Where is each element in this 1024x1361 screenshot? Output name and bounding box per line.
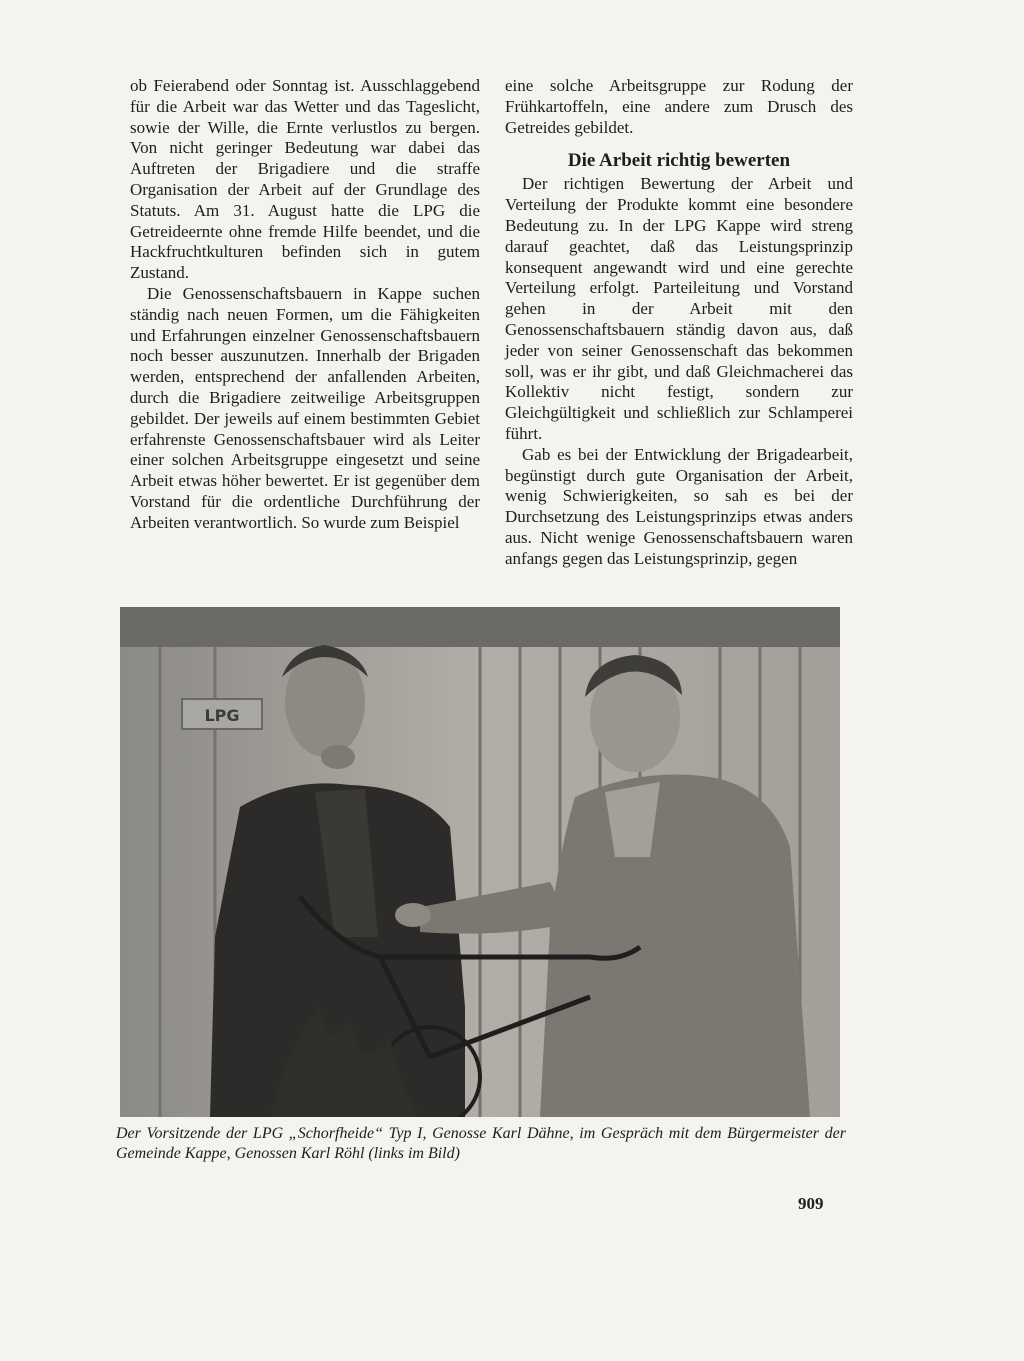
right-column xyxy=(505,76,853,570)
section-heading: Die Arbeit richtig bewerten xyxy=(567,150,791,172)
photo-caption: Der Vorsitzende der LPG „Schorfheide“ Typ I, Genosse Karl Dähne, im Gespräch mit dem Bürgermeister der Gemeinde Kappe, Genossen Karl Röhl (links im Bild) xyxy=(116,1125,846,1162)
right-paragraph-1: Der richtigen Bewertung der Arbeit und Verteilung der Produkte kommt eine besondere Bedeutung zu. In der LPG Kappe wird streng darauf geachtet, daß das Leistungsprinzip konsequent angewandt wird und eine gerechte Verteilung erfolgt. Parteileitung und Vorstand gehen in der Arbeit mit den Genossenschaftsbauern ständig davon aus, daß jeder von seiner Genossenschaft das bekommen soll, was er ihr gibt, und daß Gleichmacherei das Kollektiv nicht festigt, sondern zur Gleichgültigkeit und schließlich zur Schlamperei führt. xyxy=(505,174,853,443)
left-paragraph-1: ob Feierabend oder Sonntag ist. Ausschlaggebend für die Arbeit war das Wetter und das Tageslicht, sowie der Wille, die Ernte verlustlos zu bergen. Von nicht geringer Bedeutung war dabei das Auftreten der Brigadiere und die straffe Organisation der Arbeit auf der Grundlage des Statuts. Am 31. August hatte die LPG die Getreideernte ohne fremde Hilfe beendet, und die Hackfruchtkulturen befinden sich in gutem Zustand. xyxy=(130,76,480,283)
photo-illustration xyxy=(120,607,840,1117)
page-number: 909 xyxy=(798,1194,824,1213)
right-intro-paragraph: eine solche Arbeitsgruppe zur Rodung der Frühkartoffeln, eine andere zum Drusch des Getreides gebildet. xyxy=(505,76,853,137)
left-paragraph-2: Die Genossenschaftsbauern in Kappe suchen ständig nach neuen Formen, um die Fähigkeiten und Erfahrungen einzelner Genossenschaftsbauern noch besser auszunutzen. Innerhalb der Brigaden werden, entsprechend der anfallenden Arbeiten, durch die Brigadiere zeitweilige Arbeitsgruppen gebildet. Der jeweils auf einem bestimmten Gebiet erfahrenste Genossenschaftsbauer wird als Leiter einer solchen Arbeitsgruppe eingesetzt und seine Arbeit etwas höher bewertet. Er ist gegenüber dem Vorstand für die ordentliche Durchführung der Arbeiten verantwortlich. So wurde zum Beispiel xyxy=(130,283,480,532)
right-paragraph-2: Gab es bei der Entwicklung der Brigadearbeit, begünstigt durch gute Organisation der Arbeit, wenig Schwierigkeiten, so sah es bei der Durchsetzung des Leistungsprinzips etwas anders aus. Nicht wenige Genossenschaftsbauern waren anfangs gegen das Leistungsprinzip, gegen xyxy=(505,444,853,568)
roof-band xyxy=(120,607,840,647)
left-column xyxy=(130,76,480,534)
photograph xyxy=(120,607,840,1117)
lpg-sign-text: LPG xyxy=(204,706,240,725)
